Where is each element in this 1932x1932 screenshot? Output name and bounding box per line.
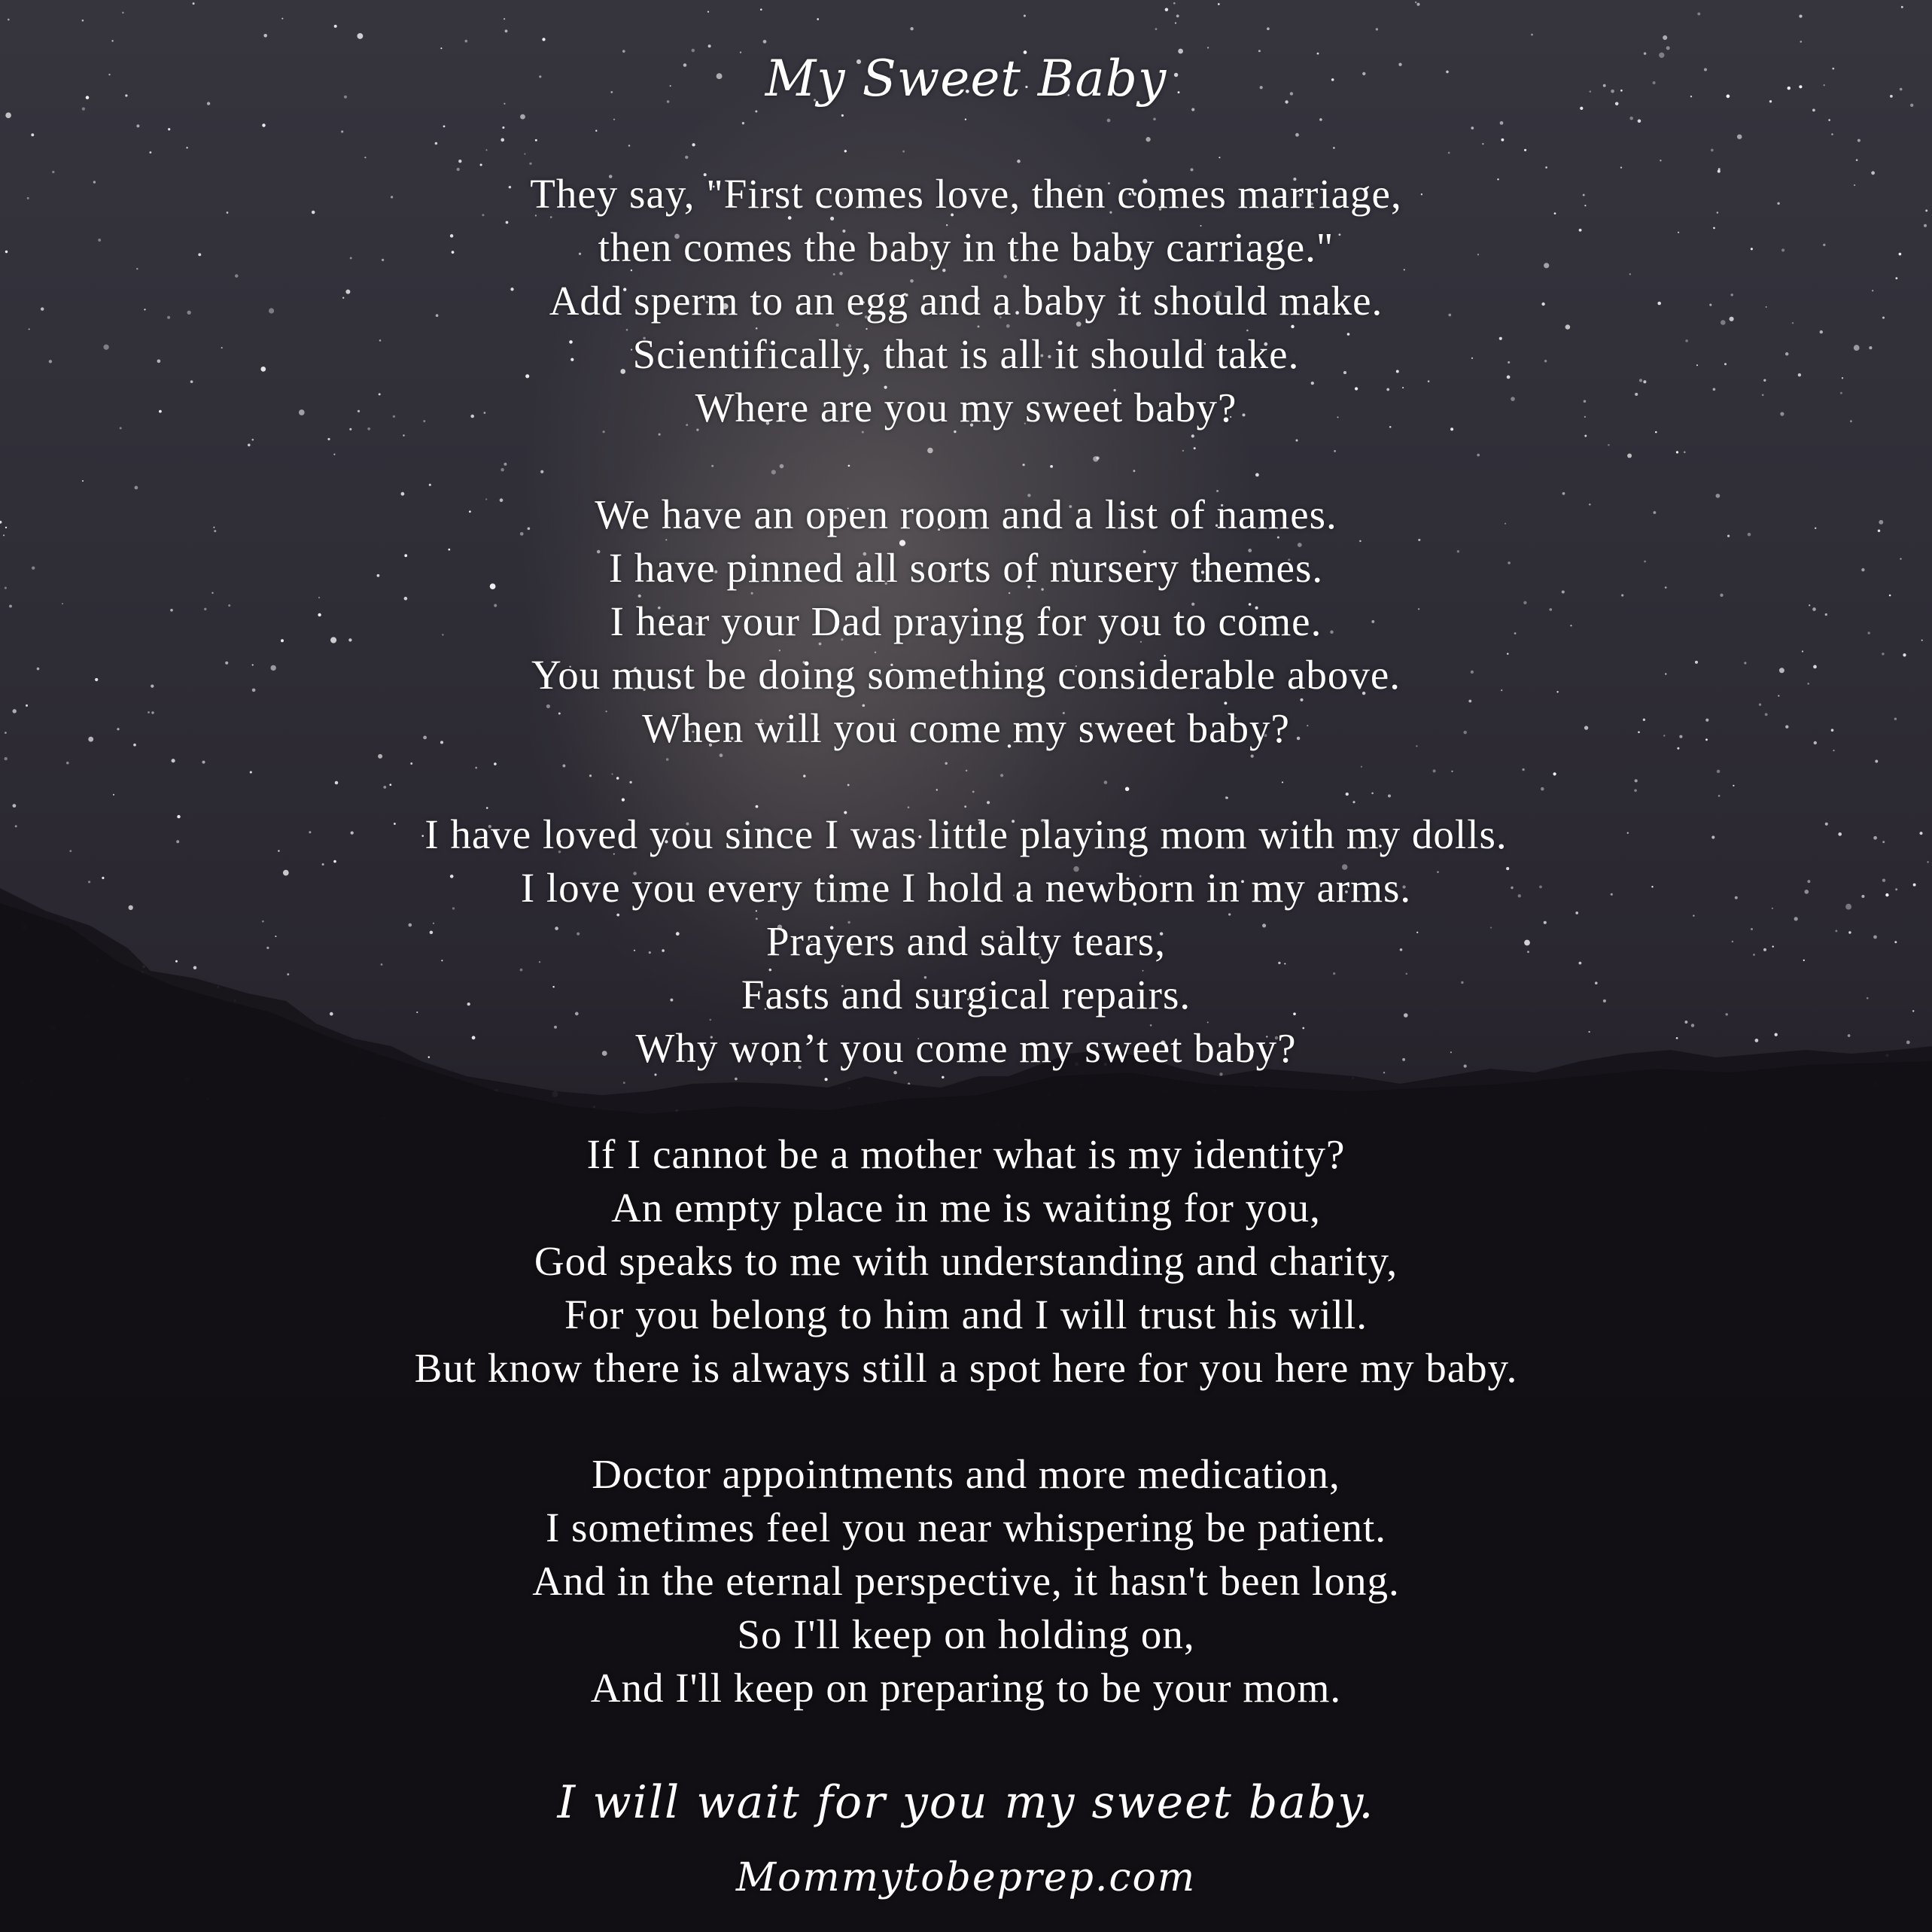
poem-line: I love you every time I hold a newborn in my arms. [520,865,1412,911]
poem-line: They say, "First comes love, then comes marriage, [530,171,1402,217]
poem-line: I have loved you since I was little playing mom with my dolls. [424,811,1508,857]
poem-line: Prayers and salty tears, [765,918,1167,964]
stanza-1 [0,167,1932,434]
stanza-4 [0,1127,1932,1395]
poem-title: My Sweet Baby [765,50,1167,108]
poem-line: Where are you my sweet baby? [695,385,1237,431]
poem-line: For you belong to him and I will trust his will. [564,1292,1368,1337]
closing-line: I will wait for you my sweet baby. [557,1776,1375,1829]
poem-line: When will you come my sweet baby? [642,705,1290,751]
poem-line: I sometimes feel you near whispering be patient. [545,1505,1387,1550]
poem-line: And in the eternal perspective, it hasn't been long. [532,1558,1400,1604]
website-signature: Mommytobeprep.com [735,1855,1197,1900]
poem-line: Doctor appointments and more medication, [592,1451,1340,1497]
poem-line: Add sperm to an egg and a baby it should make. [549,278,1383,324]
poem-line: then comes the baby in the baby carriage." [598,224,1334,270]
poem-line: An empty place in me is waiting for you, [611,1185,1321,1231]
poem-line: Scientifically, that is all it should take. [632,331,1300,377]
stanza-3 [0,808,1932,1075]
poem-line: I have pinned all sorts of nursery themes. [608,545,1324,591]
poem-line: You must be doing something considerable above. [531,652,1401,698]
poem-line: Fasts and surgical repairs. [741,972,1191,1018]
poem-line: I hear your Dad praying for you to come. [610,598,1322,644]
poem-line: If I cannot be a mother what is my identity? [586,1131,1346,1177]
poem-line: So I'll keep on holding on, [737,1611,1195,1657]
stanza-2 [0,488,1932,755]
poem-line: Why won’t you come my sweet baby? [635,1025,1297,1071]
poem-line: And I'll keep on preparing to be your mom. [590,1665,1342,1711]
poem-line: But know there is always still a spot here for you here my baby. [414,1345,1518,1391]
poem-line: God speaks to me with understanding and charity, [534,1238,1398,1284]
stanza-5 [0,1447,1932,1714]
poem-line: We have an open room and a list of names. [595,491,1337,537]
